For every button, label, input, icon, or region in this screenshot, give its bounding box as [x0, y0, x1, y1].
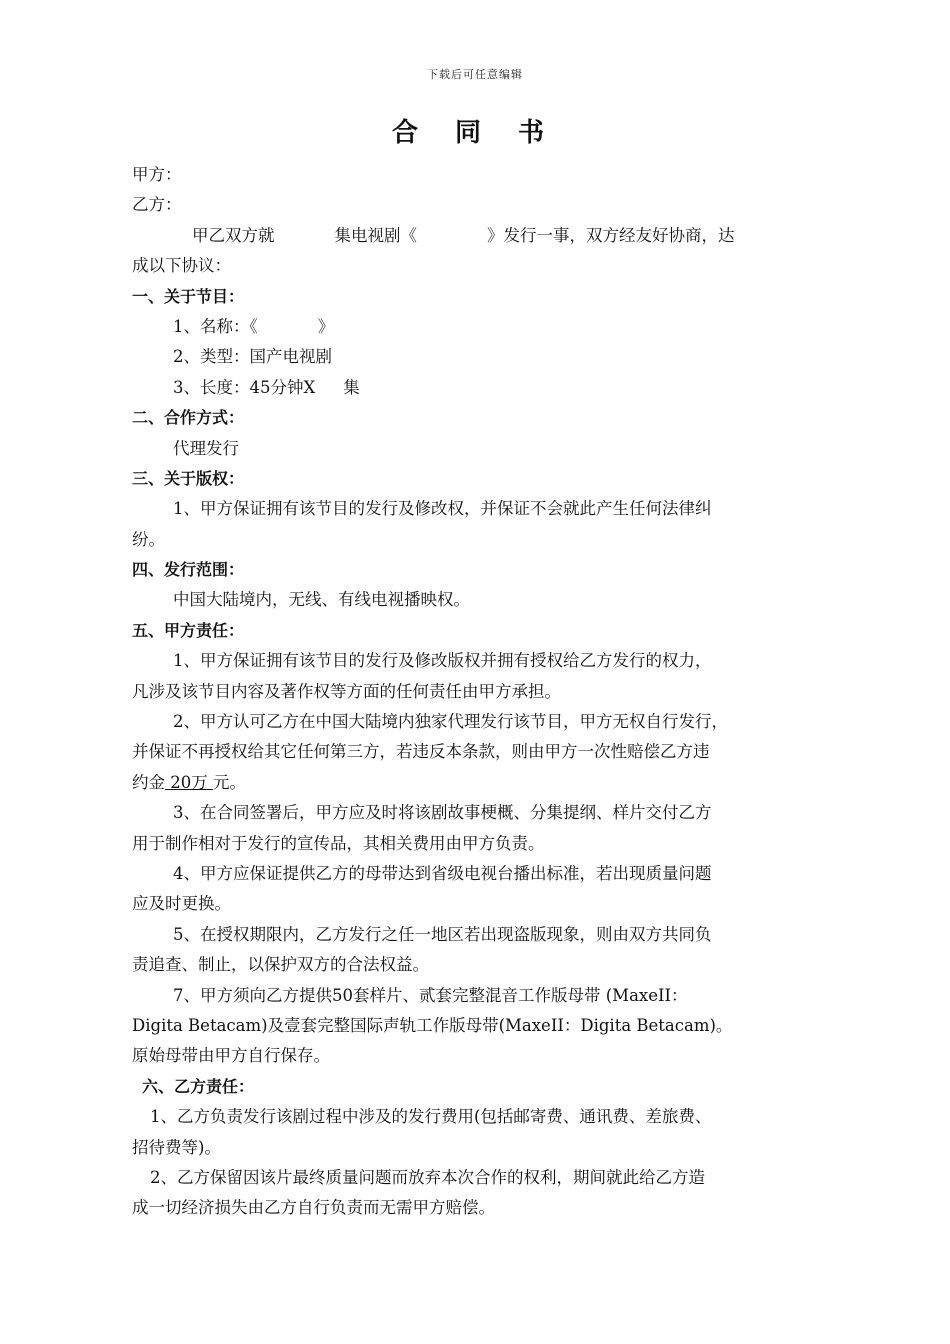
- s5-p3-l2: 用于制作相对于发行的宣传品，其相关费用由甲方负责。: [132, 833, 545, 853]
- intro-part-2: 集电视剧《: [334, 225, 417, 245]
- s5-p1-l1: 1、甲方保证拥有该节目的发行及修改版权并拥有授权给乙方发行的权力，: [173, 651, 712, 671]
- s1-item-name: [132, 312, 822, 342]
- s3-p1-l1: 1、甲方保证拥有该节目的发行及修改权，并保证不会就此产生任何法律纠: [173, 499, 712, 519]
- s5-p2-l3-a: 约金: [132, 772, 165, 792]
- s5-p3-l1: 3、在合同签署后，甲方应及时将该剧故事梗概、分集提纲、样片交付乙方: [173, 803, 712, 823]
- intro-line-2: 成以下协议：: [132, 256, 231, 276]
- contract-body: [132, 160, 822, 1224]
- party-b-line: 乙方：: [132, 195, 182, 215]
- intro-line-1: [132, 221, 822, 251]
- s5-p7-l1: 7、甲方须向乙方提供50套样片、贰套完整混音工作版母带 (MaxeII：: [173, 985, 688, 1005]
- s3-p1-l2: 纷。: [132, 529, 165, 549]
- s6-p1-l1: 1、乙方负责发行该剧过程中涉及的发行费用(包括邮寄费、通讯费、差旅费、: [150, 1107, 712, 1127]
- s5-p5-l2: 责追查、制止，以保护双方的合法权益。: [132, 955, 429, 975]
- s6-p1-l2: 招待费等)。: [132, 1137, 221, 1157]
- s6-p2-l2: 成一切经济损失由乙方自行负责而无需甲方赔偿。: [132, 1198, 495, 1218]
- s5-p1-l2: 凡涉及该节目内容及著作权等方面的任何责任由甲方承担。: [132, 681, 561, 701]
- s5-p2-l1: 2、甲方认可乙方在中国大陆境内独家代理发行该节目，甲方无权自行发行，: [173, 712, 728, 732]
- section-5-heading: 五、甲方责任：: [132, 620, 245, 640]
- s5-p2-l3: [132, 768, 822, 798]
- intro-part-1: 甲乙双方就: [192, 225, 275, 245]
- section-4-heading: 四、发行范围：: [132, 560, 245, 580]
- s5-p2-l3-b: 元。: [213, 772, 246, 792]
- s5-p7-l3: 原始母带由甲方自行保存。: [132, 1046, 330, 1066]
- s6-p2-l1: 2、乙方保留因该片最终质量问题而放弃本次合作的权利，期间就此给乙方造: [150, 1167, 705, 1187]
- s1-item-length-a: 3、长度：45分钟X: [173, 377, 316, 397]
- s1-item-type: 2、类型：国产电视剧: [173, 347, 332, 367]
- s2-text: 代理发行: [173, 438, 239, 458]
- section-2-heading: 二、合作方式：: [132, 408, 245, 428]
- document-title: 合 同 书: [391, 118, 559, 148]
- s4-text: 中国大陆境内，无线、有线电视播映权。: [173, 590, 470, 610]
- section-3-heading: 三、关于版权：: [132, 468, 245, 488]
- s5-p2-l2: 并保证不再授权给其它任何第三方，若违反本条款，则由甲方一次性赔偿乙方违: [132, 742, 710, 762]
- s5-p7-l2: Digita Betacam)及壹套完整国际声轨工作版母带(MaxeII：Digita Betacam)。: [132, 1015, 733, 1035]
- s5-p4-l1: 4、甲方应保证提供乙方的母带达到省级电视台播出标准，若出现质量问题: [173, 863, 712, 883]
- party-a-line: 甲方：: [132, 165, 182, 184]
- penalty-amount: 20万: [165, 772, 213, 792]
- header-note: 下载后可任意编辑: [427, 68, 523, 81]
- section-1-heading: 一、关于节目：: [132, 286, 245, 306]
- s1-item-length-b: 集: [343, 377, 360, 397]
- s1-item-length: [132, 373, 822, 403]
- intro-part-3: 》发行一事，双方经友好协商，达: [487, 225, 735, 245]
- s1-item-name-a: 1、名称：《: [173, 316, 258, 336]
- s1-item-name-b: 》: [317, 316, 335, 336]
- s5-p5-l1: 5、在授权期限内，乙方发行之任一地区若出现盗版现象，则由双方共同负: [173, 924, 712, 944]
- s5-p4-l2: 应及时更换。: [132, 894, 231, 914]
- section-6-heading: 六、乙方责任：: [142, 1076, 255, 1096]
